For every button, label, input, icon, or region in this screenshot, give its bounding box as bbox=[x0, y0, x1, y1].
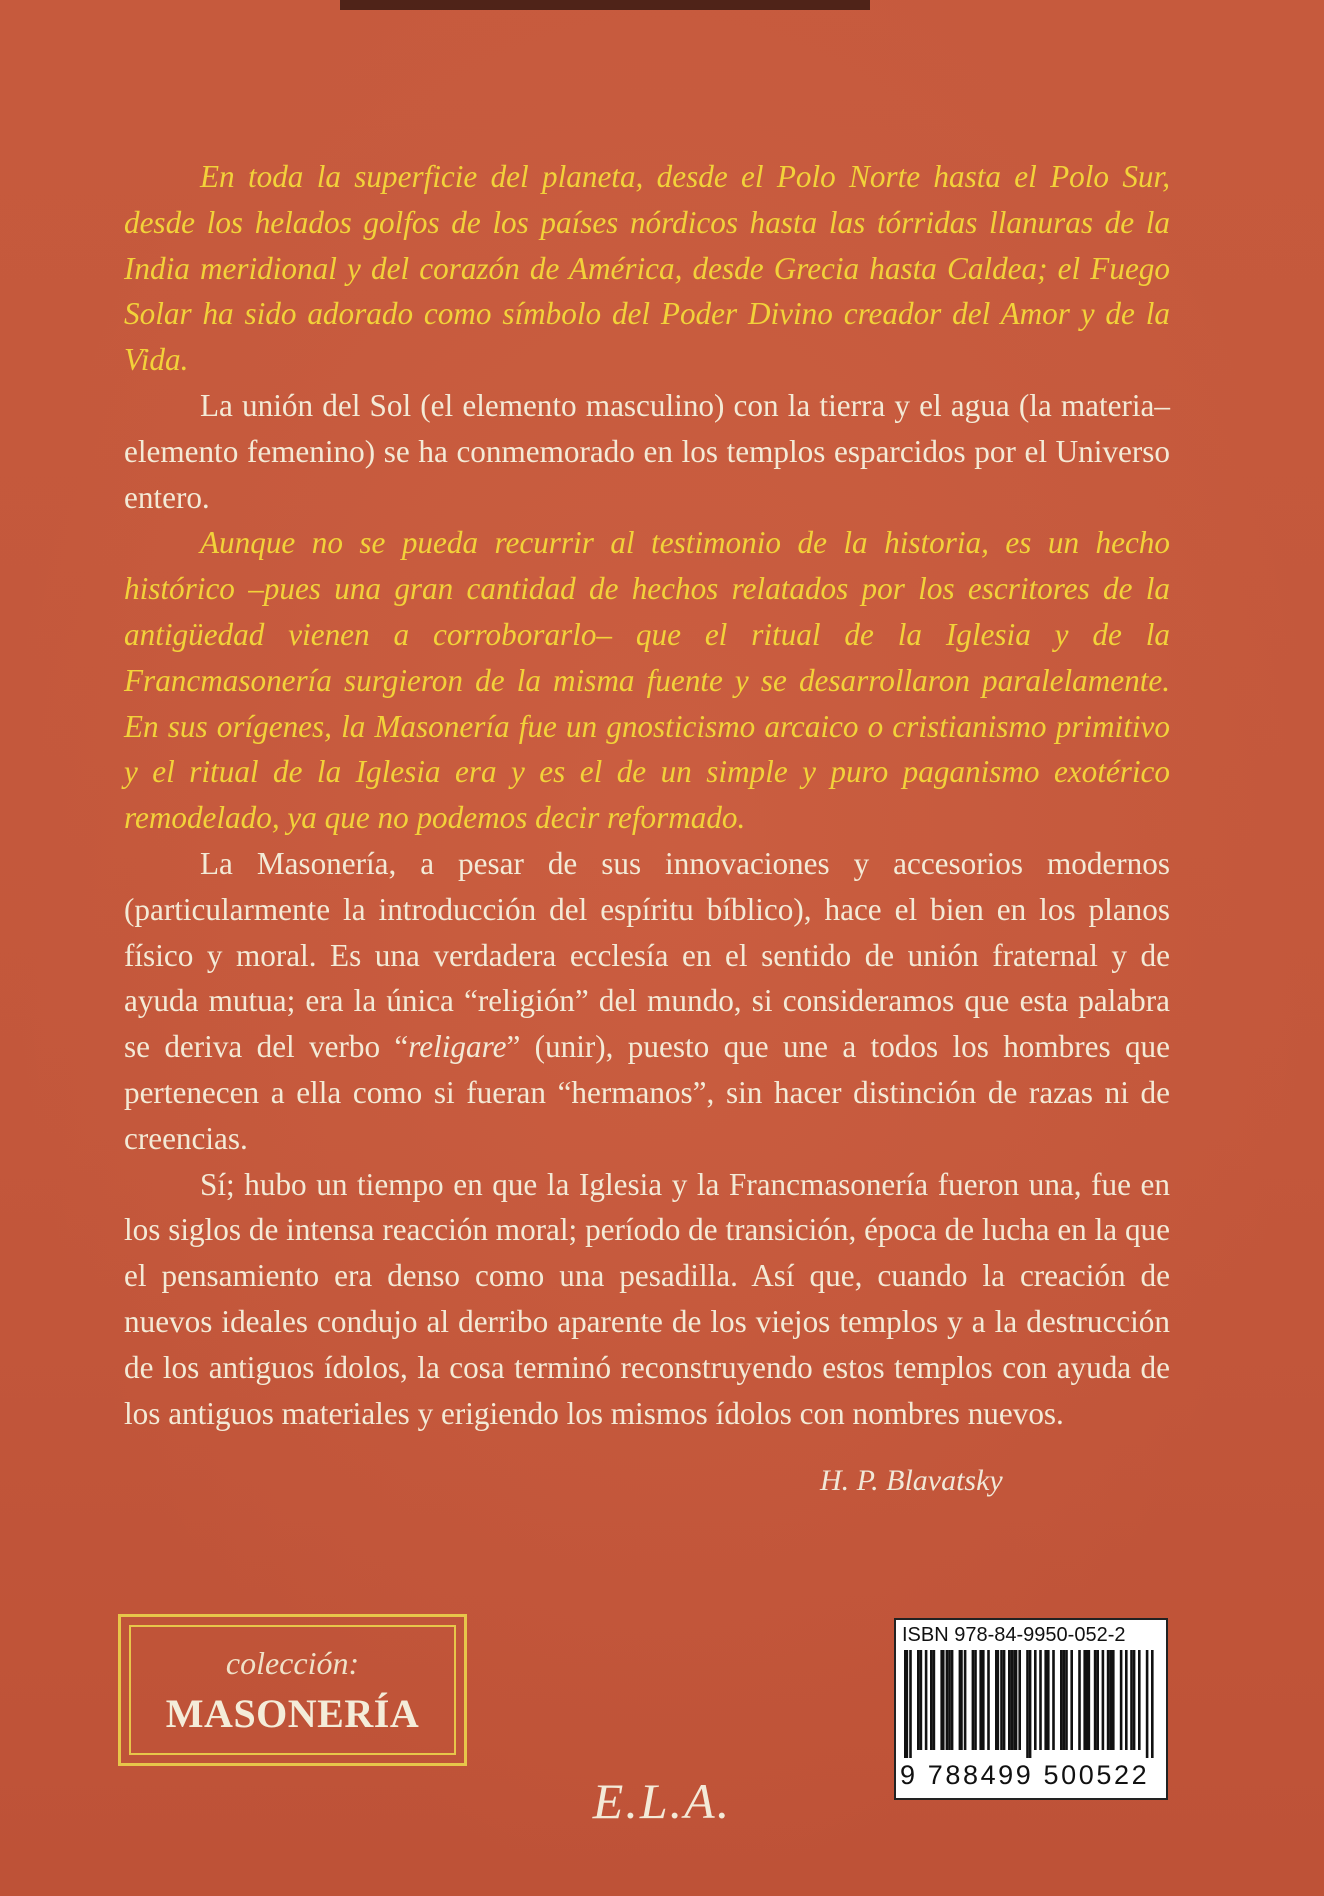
barcode-bar bbox=[1078, 1650, 1081, 1750]
barcode-bar bbox=[1034, 1650, 1037, 1750]
cover-top-edge bbox=[340, 0, 870, 10]
barcode-bar bbox=[933, 1650, 936, 1750]
paragraph-4-part-2: ” (unir), puesto que une a todos los hombres que pertenecen a ella como si fueran “hermanos”, sin hacer distinción de razas ni de creencias. bbox=[124, 1029, 1170, 1156]
barcode-bar bbox=[946, 1650, 949, 1750]
publisher-name: E.L.A. bbox=[592, 1773, 732, 1829]
barcode-bar bbox=[1146, 1650, 1149, 1758]
barcode-bar bbox=[995, 1650, 999, 1750]
barcode-bar bbox=[964, 1650, 967, 1750]
barcode-bar bbox=[1107, 1650, 1110, 1750]
paragraph-4-emphasis: religare bbox=[408, 1029, 507, 1065]
paragraph-4-part-1: La Masonería, a pesar de sus innovaciones y accesorios modernos (particularmente la introducción del espíritu bíblico), hace el bien en los planos físico y moral. Es una verdadera ecclesía en el sentido de unión fraternal y de ayuda mutua; era la única “religión” del mundo, si consideramos que esta palabra se deriva del verbo “ bbox=[124, 845, 1170, 1065]
barcode-bar bbox=[904, 1650, 908, 1758]
barcode-bar bbox=[909, 1650, 912, 1758]
barcode-bar bbox=[979, 1650, 982, 1750]
barcode-bar bbox=[1094, 1650, 1097, 1750]
isbn-text: ISBN 978-84-9950-052-2 bbox=[902, 1624, 1126, 1646]
blurb-text bbox=[124, 154, 1170, 1436]
barcode-bar bbox=[1120, 1650, 1123, 1750]
barcode-bar bbox=[974, 1650, 977, 1750]
barcode-bar bbox=[1018, 1650, 1021, 1750]
barcode-bar bbox=[948, 1650, 951, 1750]
barcode-bar bbox=[1008, 1650, 1011, 1750]
barcode-bar bbox=[1086, 1650, 1090, 1750]
barcode-bar bbox=[1047, 1650, 1050, 1750]
barcode-bar bbox=[1125, 1650, 1128, 1750]
barcode-bar bbox=[1063, 1650, 1066, 1750]
barcode-bar bbox=[920, 1650, 923, 1750]
barcode-bar bbox=[972, 1650, 975, 1750]
barcode-bar bbox=[1011, 1650, 1014, 1750]
barcode-bar bbox=[959, 1650, 963, 1750]
barcode-icon bbox=[904, 1650, 1162, 1758]
barcode-bar bbox=[1133, 1650, 1136, 1750]
barcode-bar bbox=[1026, 1650, 1029, 1758]
barcode-bar bbox=[940, 1650, 944, 1750]
barcode-bar bbox=[925, 1650, 928, 1750]
barcode-bar bbox=[1065, 1650, 1068, 1750]
collection-badge-inner-frame bbox=[129, 1625, 456, 1755]
collection-label: colección: bbox=[225, 1645, 360, 1681]
barcode-bar bbox=[1029, 1650, 1032, 1758]
barcode-bar bbox=[951, 1650, 954, 1750]
barcode-bar bbox=[930, 1650, 933, 1750]
collection-name: MASONERÍA bbox=[165, 1691, 420, 1736]
barcode-bar bbox=[1096, 1650, 1099, 1750]
barcode-bar bbox=[917, 1650, 920, 1750]
barcode-bar bbox=[1003, 1650, 1006, 1750]
barcode-bar bbox=[1000, 1650, 1003, 1750]
barcode-bar bbox=[987, 1650, 990, 1750]
barcode-digits: 9 788499 500522 bbox=[900, 1760, 1150, 1790]
barcode-bar bbox=[982, 1650, 985, 1750]
paragraph-1: En toda la superficie del planeta, desde el Polo Norte hasta el Polo Sur, desde los helados golfos de los países nórdicos hasta las tórridas llanuras de la India meridional y del corazón de América, desde Grecia hasta Caldea; el Fuego Solar ha sido adorado como símbolo del Poder Divino creador del Amor y de la Vida. bbox=[124, 159, 1170, 378]
barcode-bar bbox=[1138, 1650, 1141, 1750]
barcode-bar bbox=[1044, 1650, 1047, 1750]
barcode-bar bbox=[1083, 1650, 1086, 1750]
barcode-bar bbox=[1130, 1650, 1133, 1750]
barcode-bar bbox=[1060, 1650, 1063, 1750]
barcode-bar bbox=[1151, 1650, 1154, 1758]
barcode-bar bbox=[1112, 1650, 1115, 1750]
barcode-bar bbox=[1109, 1650, 1112, 1750]
barcode-bar bbox=[1052, 1650, 1055, 1750]
barcode-bar bbox=[1013, 1650, 1017, 1750]
paragraph-3: Aunque no se pueda recurrir al testimonio de la historia, es un hecho histórico –pues una gran cantidad de hechos relatados por los escritores de la antigüedad vienen a corroborarlo– que el ritual de la Iglesia y de la Francmasonería surgieron de la misma fuente y se desarrollaron paralelamente. En sus orígenes, la Masonería fue un gnosticismo arcaico o cristianismo primitivo y el ritual de la Iglesia era y es el de un simple y puro paganismo exotérico remodelado, ya que no podemos decir reformado. bbox=[124, 525, 1170, 836]
barcode-bar bbox=[1102, 1650, 1105, 1750]
paragraph-2: La unión del Sol (el elemento masculino) con la tierra y el agua (la materia–elemento femenino) se ha conmemorado en los templos esparcidos por el Universo entero. bbox=[124, 387, 1170, 515]
barcode-bar bbox=[1039, 1650, 1042, 1750]
paragraph-4 bbox=[124, 841, 1170, 1162]
paragraph-5: Sí; hubo un tiempo en que la Iglesia y la Francmasonería fueron una, fue en los siglos de intensa reacción moral; período de transición, época de lucha en la que el pensamiento era denso como una pesadilla. Así que, cuando la creación de nuevos ideales condujo al derribo aparente de los viejos templos y a la destrucción de los antiguos ídolos, la cosa terminó reconstruyendo estos templos con ayuda de los antiguos materiales y erigiendo los mismos ídolos con nombres nuevos. bbox=[124, 1166, 1170, 1431]
author-signature: H. P. Blavatsky bbox=[820, 1464, 1003, 1497]
barcode-bar bbox=[1070, 1650, 1073, 1750]
collection-badge bbox=[118, 1614, 467, 1766]
